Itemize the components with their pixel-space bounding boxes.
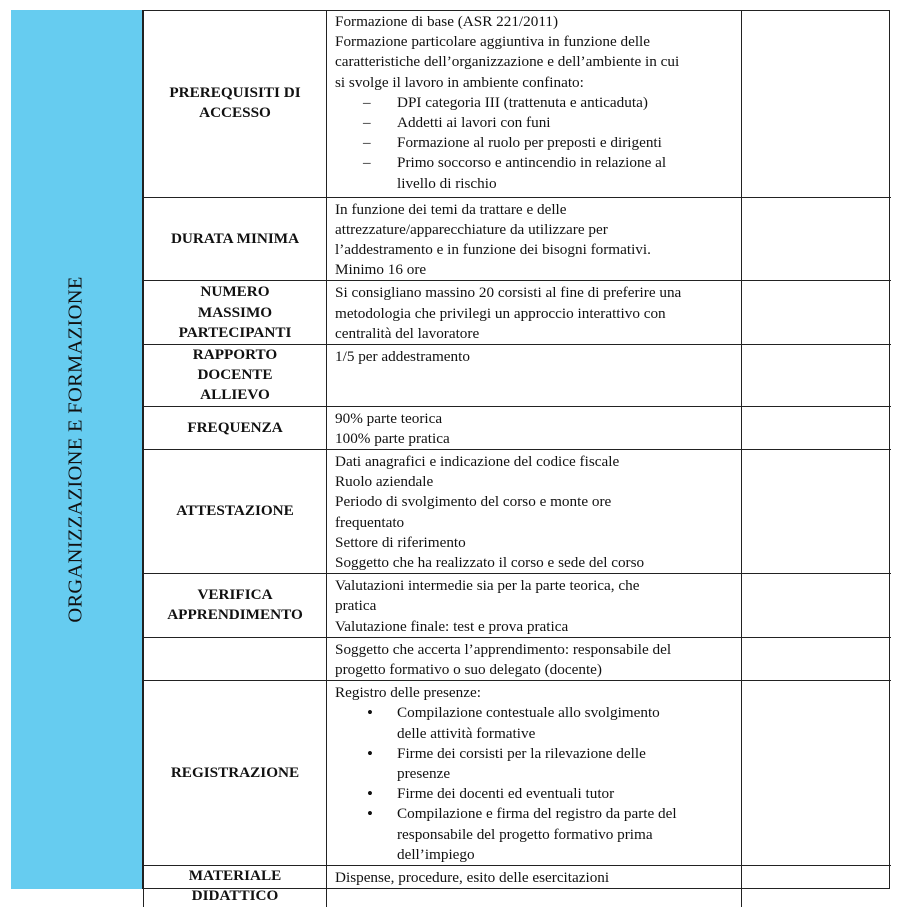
content-line: progetto formativo o suo delegato (docente) (335, 660, 602, 678)
row-label-line: DIDATTICO (191, 887, 279, 905)
list-item-line: delle attività formative (397, 724, 536, 742)
content-line: Registro delle presenze: (335, 684, 481, 702)
list-item-line: presenze (397, 764, 451, 782)
empty-notes-cell (742, 574, 891, 638)
list-item-line: responsabile del progetto formativo prima (397, 825, 653, 843)
table-row (144, 866, 891, 907)
empty-notes-cell (742, 197, 891, 281)
content-line: 100% parte pratica (335, 429, 450, 447)
row-label-line: ALLIEVO (200, 386, 270, 404)
list-item-line: – DPI categoria III (trattenuta e anticaduta) (397, 93, 648, 111)
table-row (144, 281, 891, 345)
row-label-line: MATERIALE (188, 867, 282, 885)
empty-notes-cell (742, 866, 891, 907)
row-label-cell (144, 574, 327, 638)
list-item-line: • Firme dei corsisti per la rilevazione delle (397, 744, 646, 762)
row-label-cell (144, 344, 327, 406)
content-line: si svolge il lavoro in ambiente confinato: (335, 73, 584, 91)
row-label-line: FREQUENZA (187, 418, 283, 436)
content-line: l’addestramento e in funzione dei bisogni formativi. (335, 240, 651, 258)
list-item (335, 784, 735, 804)
content-line: Dispense, procedure, esito delle esercitazioni (335, 869, 610, 886)
content-line: Ruolo aziendale (335, 473, 434, 491)
content-line: Soggetto che ha realizzato il corso e sede del corso (335, 553, 645, 571)
row-content-cell (327, 681, 742, 866)
list-item (335, 744, 735, 784)
row-label-line: PARTECIPANTI (178, 323, 292, 341)
row-label-cell (144, 637, 327, 680)
list-item-line: – Formazione al ruolo per preposti e dirigenti (397, 134, 662, 152)
row-label-cell (144, 449, 327, 573)
list-item-line: livello di rischio (397, 174, 497, 192)
list-item-line: dell’impiego (397, 845, 475, 863)
row-content-cell (327, 406, 742, 449)
row-label-cell (144, 281, 327, 345)
bullet-list (335, 703, 735, 865)
row-label-cell (144, 866, 327, 907)
empty-notes-cell (742, 344, 891, 406)
content-line: frequentato (335, 513, 405, 531)
row-content-cell (327, 281, 742, 345)
content-line: Si consigliano massino 20 corsisti al fine di preferire una (335, 284, 682, 302)
section-title: ORGANIZZAZIONE E FORMAZIONE (65, 276, 87, 623)
row-label-cell (144, 681, 327, 866)
content-line: Settore di riferimento (335, 533, 466, 551)
content-line: 90% parte teorica (335, 409, 443, 427)
empty-notes-cell (742, 281, 891, 345)
content-line: Dati anagrafici e indicazione del codice fiscale (335, 452, 620, 470)
list-item (335, 133, 735, 153)
list-item-line: – Addetti ai lavori con funi (397, 114, 551, 132)
list-item-line: • Compilazione e firma del registro da parte del (397, 805, 677, 823)
row-label-cell (144, 406, 327, 449)
content-line: caratteristiche dell’organizzazione e dell’ambiente in cui (335, 53, 680, 71)
row-label-line: ACCESSO (199, 104, 271, 122)
content-line: Minimo 16 ore (335, 261, 427, 279)
content-line: Soggetto che accerta l’apprendimento: responsabile del (335, 640, 672, 658)
empty-notes-cell (742, 406, 891, 449)
row-content-cell (327, 637, 742, 680)
content-line: pratica (335, 597, 377, 615)
table-row (144, 637, 891, 680)
row-label-line: APPRENDIMENTO (167, 606, 303, 624)
requirements-table (143, 10, 891, 907)
content-line: Valutazione finale: test e prova pratica (335, 617, 569, 635)
content-line: 1/5 per addestramento (335, 347, 470, 365)
table-row (144, 10, 891, 197)
list-item-line: – Primo soccorso e antincendio in relazione al (397, 154, 667, 172)
list-item (335, 703, 735, 743)
row-content-cell (327, 197, 742, 281)
row-label-line: NUMERO (200, 283, 270, 301)
list-item (335, 153, 735, 193)
empty-notes-cell (742, 449, 891, 573)
empty-notes-cell (742, 637, 891, 680)
content-line: centralità del lavoratore (335, 324, 480, 342)
row-label-line: DOCENTE (197, 366, 273, 384)
content-line: Formazione particolare aggiuntiva in funzione delle (335, 33, 651, 51)
table-row (144, 406, 891, 449)
table-row (144, 574, 891, 638)
empty-notes-cell (742, 10, 891, 197)
content-line: Formazione di base (ASR 221/2011) (335, 13, 558, 30)
row-label-line: VERIFICA (197, 586, 273, 604)
row-label-cell (144, 197, 327, 281)
content-line: Periodo di svolgimento del corso e monte ore (335, 493, 612, 511)
row-content-cell (327, 10, 742, 197)
empty-notes-cell (742, 681, 891, 866)
row-content-cell (327, 344, 742, 406)
row-content-cell (327, 574, 742, 638)
row-content-cell (327, 866, 742, 907)
list-item (335, 113, 735, 133)
row-label-line: ATTESTAZIONE (176, 502, 294, 520)
content-line: metodologia che privilegi un approccio interattivo con (335, 304, 666, 322)
section-sidebar (11, 10, 143, 889)
content-line: attrezzature/apparecchiature da utilizzare per (335, 220, 608, 238)
row-label-cell (144, 10, 327, 197)
content-line: Valutazioni intermedie sia per la parte teorica, che (335, 577, 640, 595)
row-content-cell (327, 449, 742, 573)
dash-list (335, 93, 735, 194)
row-label-line: REGISTRAZIONE (170, 763, 300, 781)
list-item-line: • Firme dei docenti ed eventuali tutor (397, 785, 615, 803)
table-row (144, 449, 891, 573)
table-row (144, 344, 891, 406)
table-row (144, 681, 891, 866)
list-item-line: • Compilazione contestuale allo svolgimento (397, 704, 660, 722)
content-line: In funzione dei temi da trattare e delle (335, 200, 567, 218)
table-row (144, 197, 891, 281)
row-label-line: DURATA MINIMA (170, 229, 300, 247)
list-item (335, 93, 735, 113)
row-label-line: PREREQUISITI DI (169, 84, 301, 102)
row-label-line: MASSIMO (197, 303, 273, 321)
row-label-line: RAPPORTO (192, 345, 278, 363)
list-item (335, 804, 735, 865)
